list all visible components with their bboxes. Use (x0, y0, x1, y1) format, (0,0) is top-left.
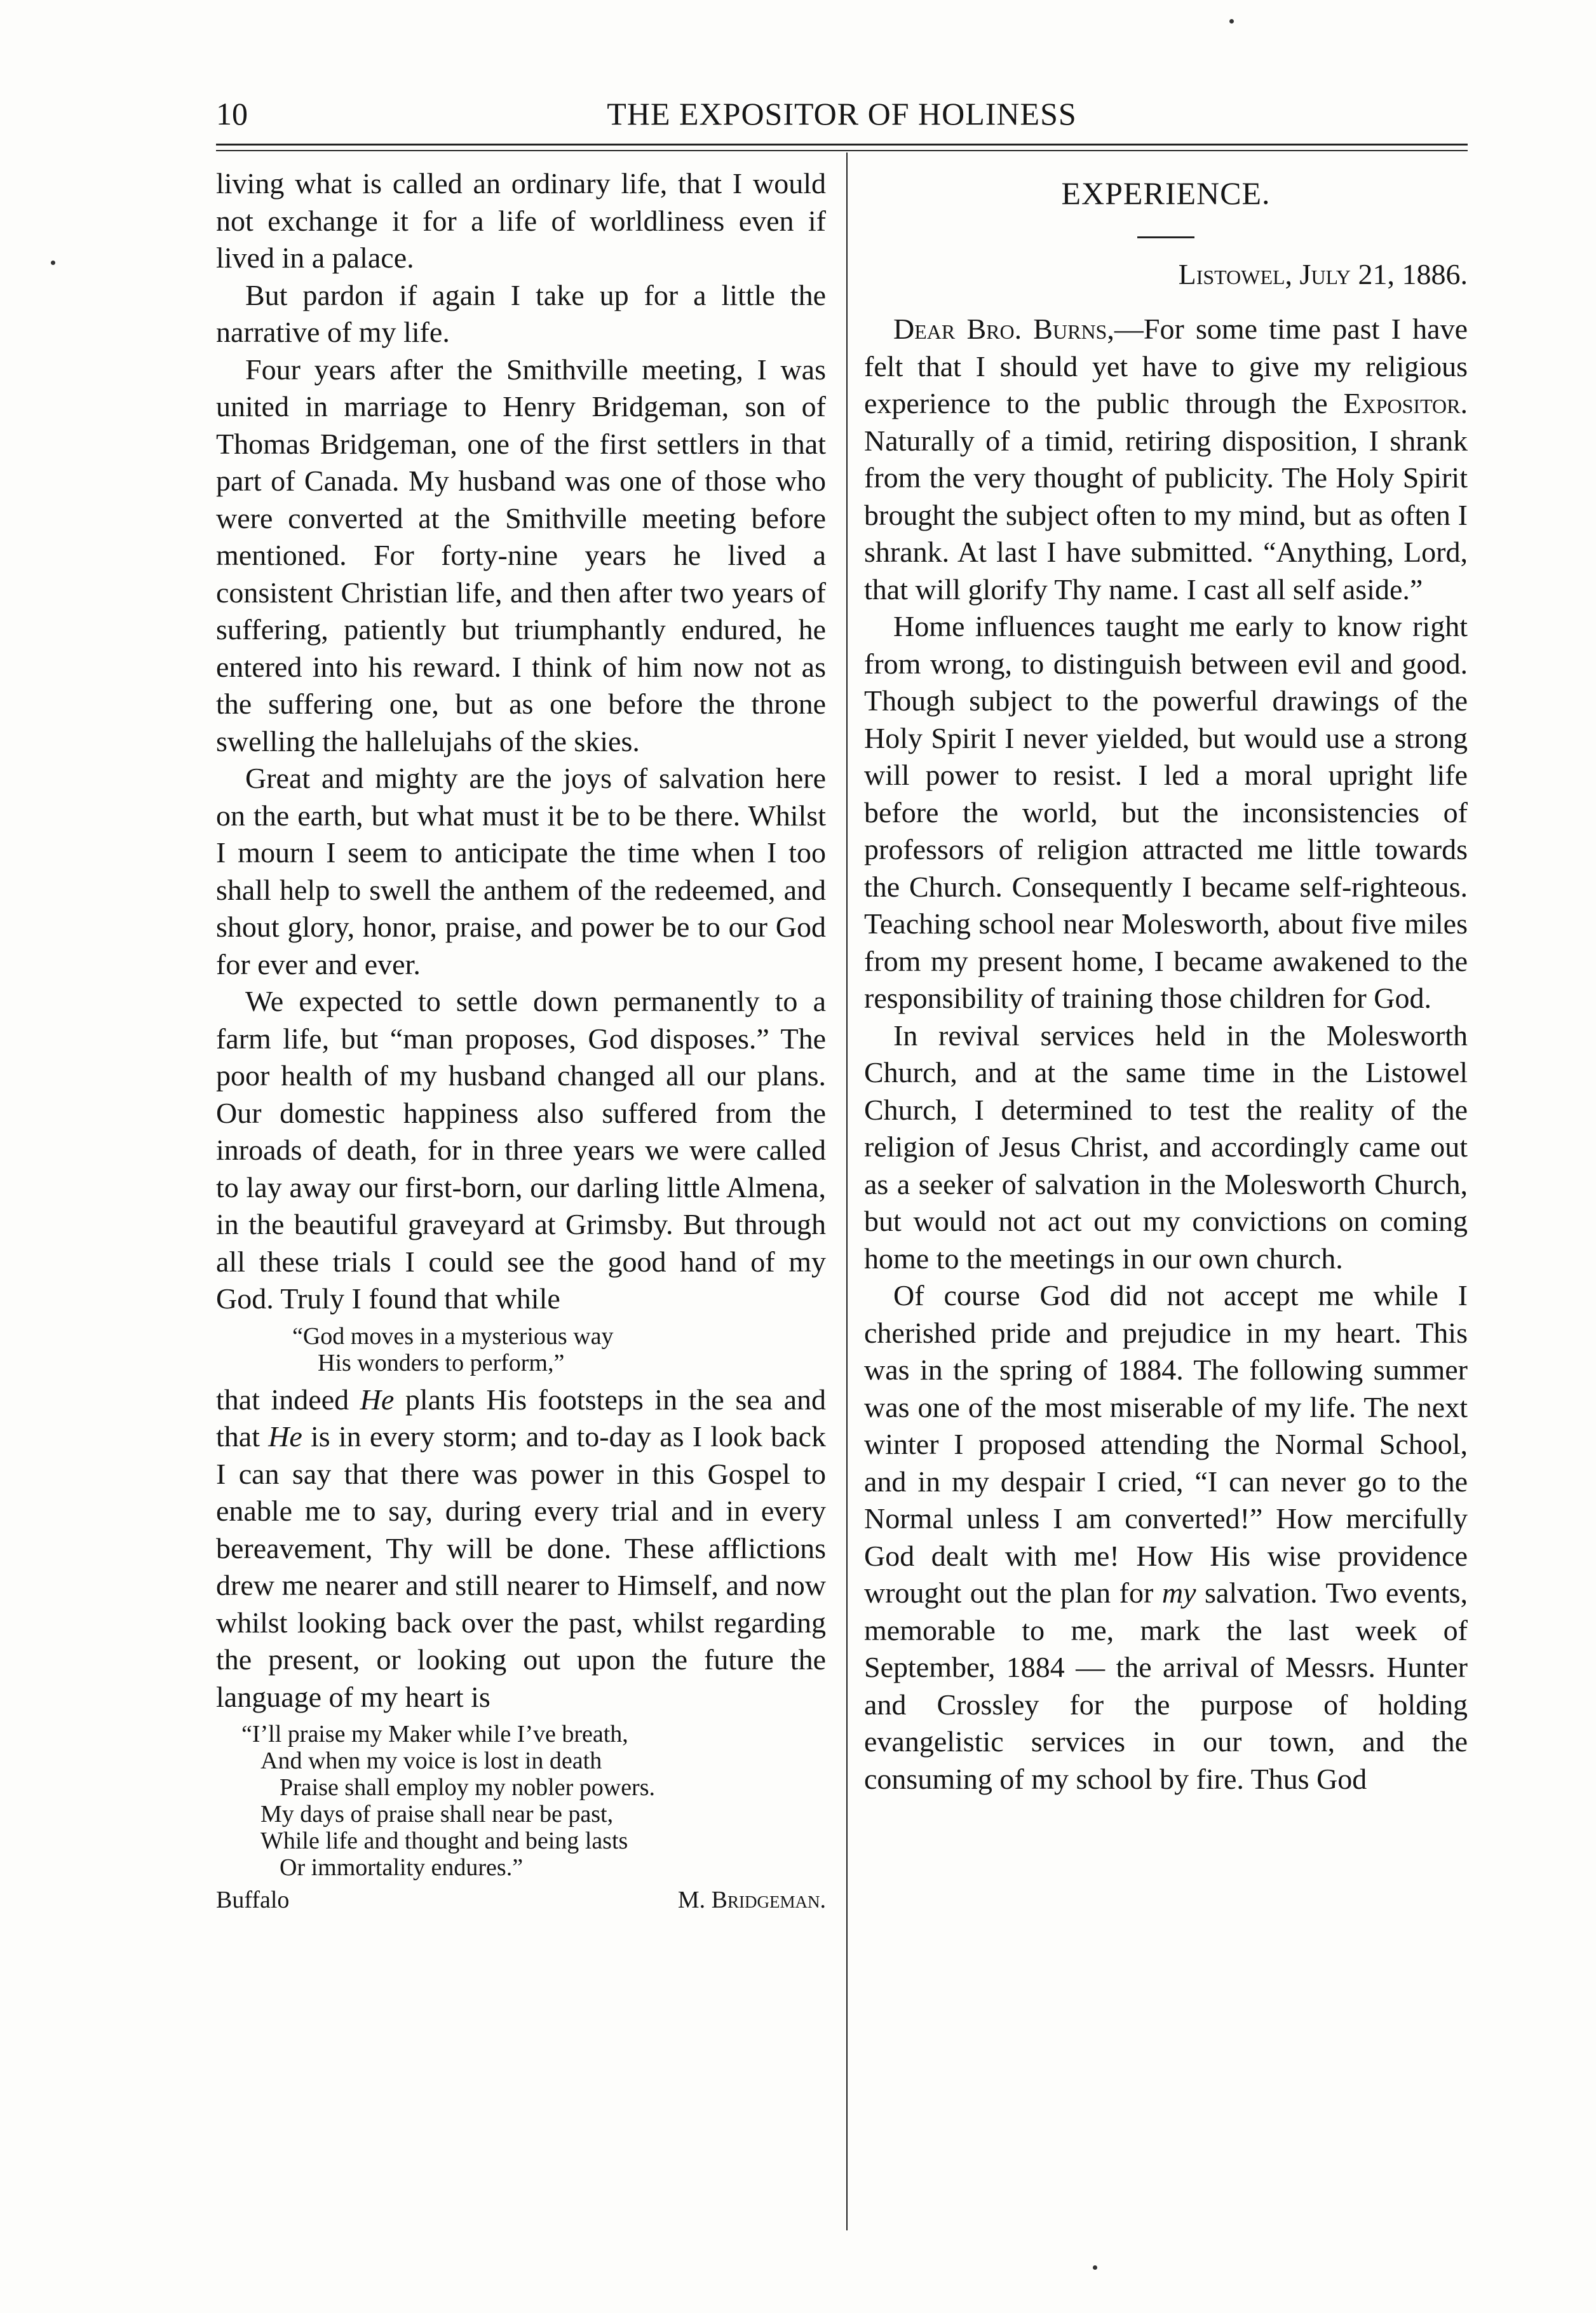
title-rule (1137, 236, 1194, 238)
signature-line (216, 1886, 826, 1918)
paragraph: Great and mighty are the joys of salvation here on the earth, but what must it be to be there. Whilst I mourn I seem to anticipate the time when I too shall help to swell the anthem of the redeemed, and shout glory, honor, praise, and power be to our God for ever and ever. (216, 762, 826, 980)
paragraph: Dear Bro. Burns,—For some time past I have felt that I should yet have to give my religious experience to the public through the Expositor. Naturally of a timid, retiring disposition, I shrank from the very thought of publicity. The Holy Spirit brought the subject often to my mind, but as often I shrank. At last I have submitted. “Anything, Lord, that will glorify Thy name. I cast all self aside.” (864, 313, 1468, 606)
page-header (216, 95, 1468, 146)
paragraph: Four years after the Smithville meeting, I was united in marriage to Henry Bridgeman, son of Thomas Bridgeman, one of the first settlers in that part of Canada. My husband was one of those who were converted at the Smithville meeting before mentioned. For forty-nine years he lived a consistent Christian life, and then after two years of suffering, patiently but triumphantly endured, he entered into his reward. I think of him now not as the suffering one, but as one before the throne swelling the hallelujahs of the skies. (216, 353, 826, 757)
print-speck (1093, 2265, 1097, 2270)
paragraph: In revival services held in the Molesworth Church, and at the same time in the Listowel Church, I determined to test the reality of the religion of Jesus Christ, and accordingly came out as a seeker of salvation in the Molesworth Church, but would not act out my convictions on coming home to the meetings in our own church. (864, 1019, 1468, 1275)
paragraph: that indeed He plants His footsteps in the sea and that He is in every storm; and to-day as I look back I can say that there was power in this Gospel to enable me to say, during every trial and in every bereavement, Thy will be done. These afflictions drew me nearer and still nearer to Himself, and now whilst looking back over the past, whilst regarding the present, or looking out upon the future the language of my heart is (216, 1383, 827, 1713)
salutation: Dear Bro. Burns, (893, 313, 1114, 345)
paragraph: Home influences taught me early to know right from wrong, to distinguish between evil and good. Though subject to the powerful drawings of the Holy Spirit I never yielded, but would use a strong will power to resist. I led a moral upright life before the world, but the inconsistencies of professors of religion attracted me little towards the Church. Consequently I became self-righteous. Teaching school near Molesworth, about five miles from my present home, I became awakened to the responsibility of training those children for God. (864, 610, 1468, 1014)
print-speck (1229, 19, 1234, 24)
header-rule-bottom (216, 150, 1468, 151)
verse-line: “God moves in a mysterious way (292, 1322, 614, 1350)
running-title: THE EXPOSITOR OF HOLINESS (607, 96, 1077, 132)
paragraph: We expected to settle down permanently to a farm life, but “man proposes, God disposes.” The poor health of my husband changed all our plans. Our domestic happiness also suffered from the inroads of death, for in three years we were called to lay away our first-born, our darling little Almena, in the beautiful graveyard at Grimsby. But through all these trials I could see the good hand of my God. Truly I found that while (216, 985, 826, 1315)
hymn-quote-1 (216, 1323, 826, 1376)
page-number: 10 (216, 96, 248, 132)
signature-place: Buffalo (216, 1887, 290, 1913)
column-divider (846, 153, 848, 2230)
verse-line: Or immortality endures.” (280, 1854, 524, 1881)
header-rule-top (216, 144, 1468, 146)
dateline: Listowel, July 21, 1886. (1178, 258, 1468, 290)
print-speck (51, 261, 55, 265)
right-column (864, 165, 1468, 1798)
verse-line: Praise shall employ my nobler powers. (280, 1774, 656, 1801)
signature-author: M. Bridgeman. (677, 1887, 826, 1913)
verse-line: While life and thought and being lasts (260, 1828, 628, 1854)
paragraph: But pardon if again I take up for a little the narrative of my life. (216, 278, 826, 348)
paragraph-continued: living what is called an ordinary life, that I would not exchange it for a life of worldliness even if lived in a palace. (216, 167, 826, 274)
paragraph: Of course God did not accept me while I cherished pride and prejudice in my heart. This was in the spring of 1884. The following summer was one of the most miserable of my life. The next winter I proposed attending the Normal School, and in my despair I cried, “I can never go to the Normal unless I am converted!” How mercifully God dealt with me! How His wise providence wrought out the plan for my salvation. Two events, memorable to me, mark the last week of September, 1884 — the arrival of Messrs. Hunter and Crossley for the purpose of holding evangelistic services in our town, and the consuming of my school by fire. Thus God (864, 1279, 1468, 1795)
hymn-quote-2 (216, 1721, 826, 1881)
verse-line: “I’ll praise my Maker while I’ve breath, (241, 1721, 628, 1747)
section-title: EXPERIENCE. (1061, 175, 1271, 211)
verse-line: And when my voice is lost in death (260, 1747, 602, 1774)
verse-line: My days of praise shall near be past, (260, 1801, 614, 1828)
verse-line: His wonders to perform,” (318, 1349, 565, 1376)
left-column (216, 165, 826, 1918)
